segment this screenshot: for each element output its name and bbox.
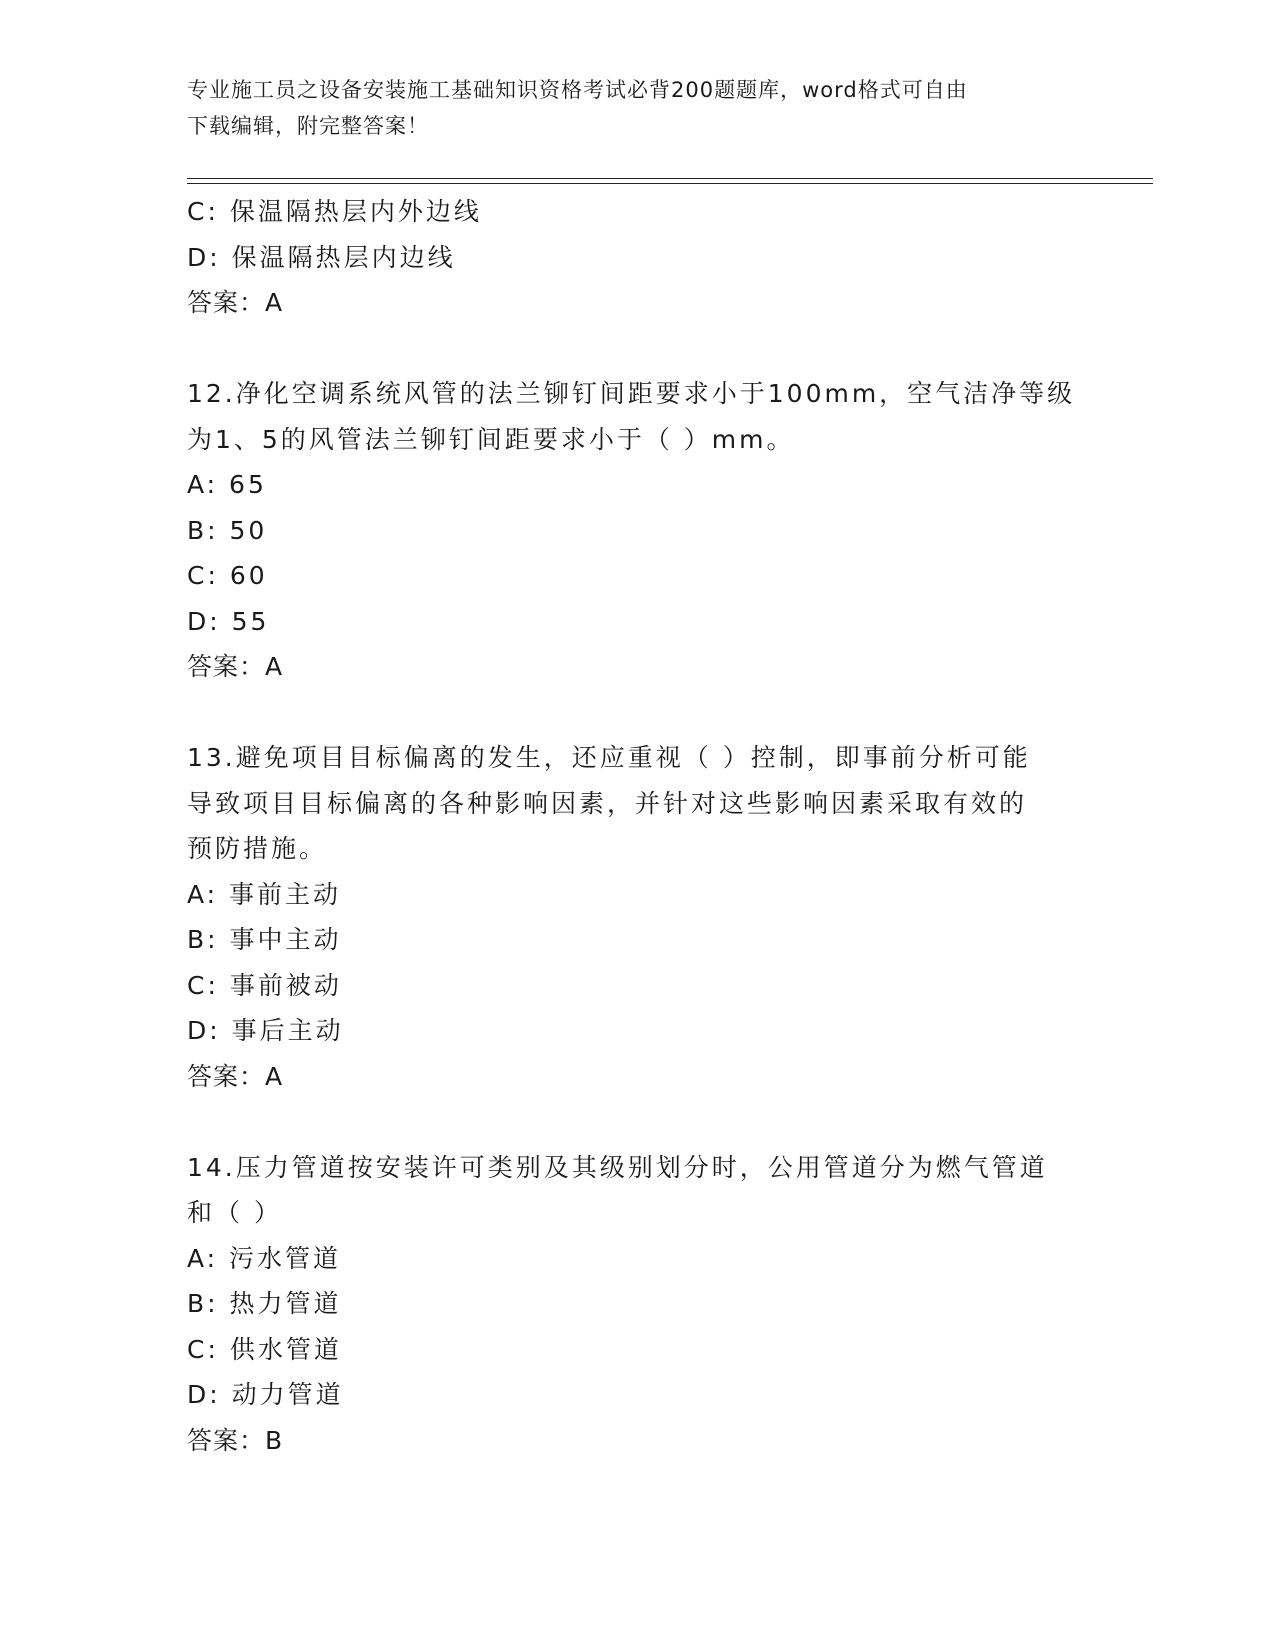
answer-line: 答案：B [187, 1425, 284, 1455]
option-d: D: 事后主动 [187, 1016, 344, 1045]
question-stem: 和（ ） [187, 1198, 282, 1227]
question-stem: 14.压力管道按安装许可类别及其级别划分时，公用管道分为燃气管道 [187, 1152, 1048, 1182]
option-d: D: 保温隔热层内边线 [187, 242, 456, 272]
question-stem: 预防措施。 [187, 834, 328, 863]
question-list [187, 189, 1087, 1463]
option-b: B: 热力管道 [187, 1289, 342, 1318]
option-c: C: 60 [187, 561, 268, 590]
question-stem: 13.避免项目目标偏离的发生，还应重视（ ）控制，即事前分析可能 [187, 743, 1031, 772]
header-rule-bottom [187, 183, 1153, 184]
answer-line: 答案：A [187, 652, 284, 681]
question-stem: 12.净化空调系统风管的法兰铆钉间距要求小于100mm，空气洁净等级 [187, 379, 1076, 408]
header-line: 下载编辑，附完整答案！ [187, 114, 429, 138]
option-b: B: 50 [187, 515, 268, 545]
question-13 [187, 735, 1087, 1099]
question-12 [187, 371, 1087, 690]
document-header [187, 72, 1067, 144]
option-c: C: 保温隔热层内外边线 [187, 197, 482, 226]
answer-line: 答案：A [187, 288, 284, 317]
option-a: A: 事前主动 [187, 879, 342, 909]
option-d: D: 动力管道 [187, 1380, 344, 1409]
header-rule-top [187, 178, 1153, 179]
question-14 [187, 1145, 1087, 1464]
header-line: 专业施工员之设备安装施工基础知识资格考试必背200题题库，word格式可自由 [187, 78, 968, 102]
option-a: A: 65 [187, 470, 267, 499]
answer-line: 答案：A [187, 1061, 284, 1091]
option-c: C: 事前被动 [187, 970, 342, 1000]
question-stem: 为1、5的风管法兰铆钉间距要求小于（ ）mm。 [187, 424, 795, 454]
option-c: C: 供水管道 [187, 1334, 342, 1364]
option-a: A: 污水管道 [187, 1243, 342, 1273]
option-d: D: 55 [187, 606, 270, 636]
option-b: B: 事中主动 [187, 925, 342, 954]
question-stem: 导致项目目标偏离的各种影响因素，并针对这些影响因素采取有效的 [187, 788, 1028, 818]
